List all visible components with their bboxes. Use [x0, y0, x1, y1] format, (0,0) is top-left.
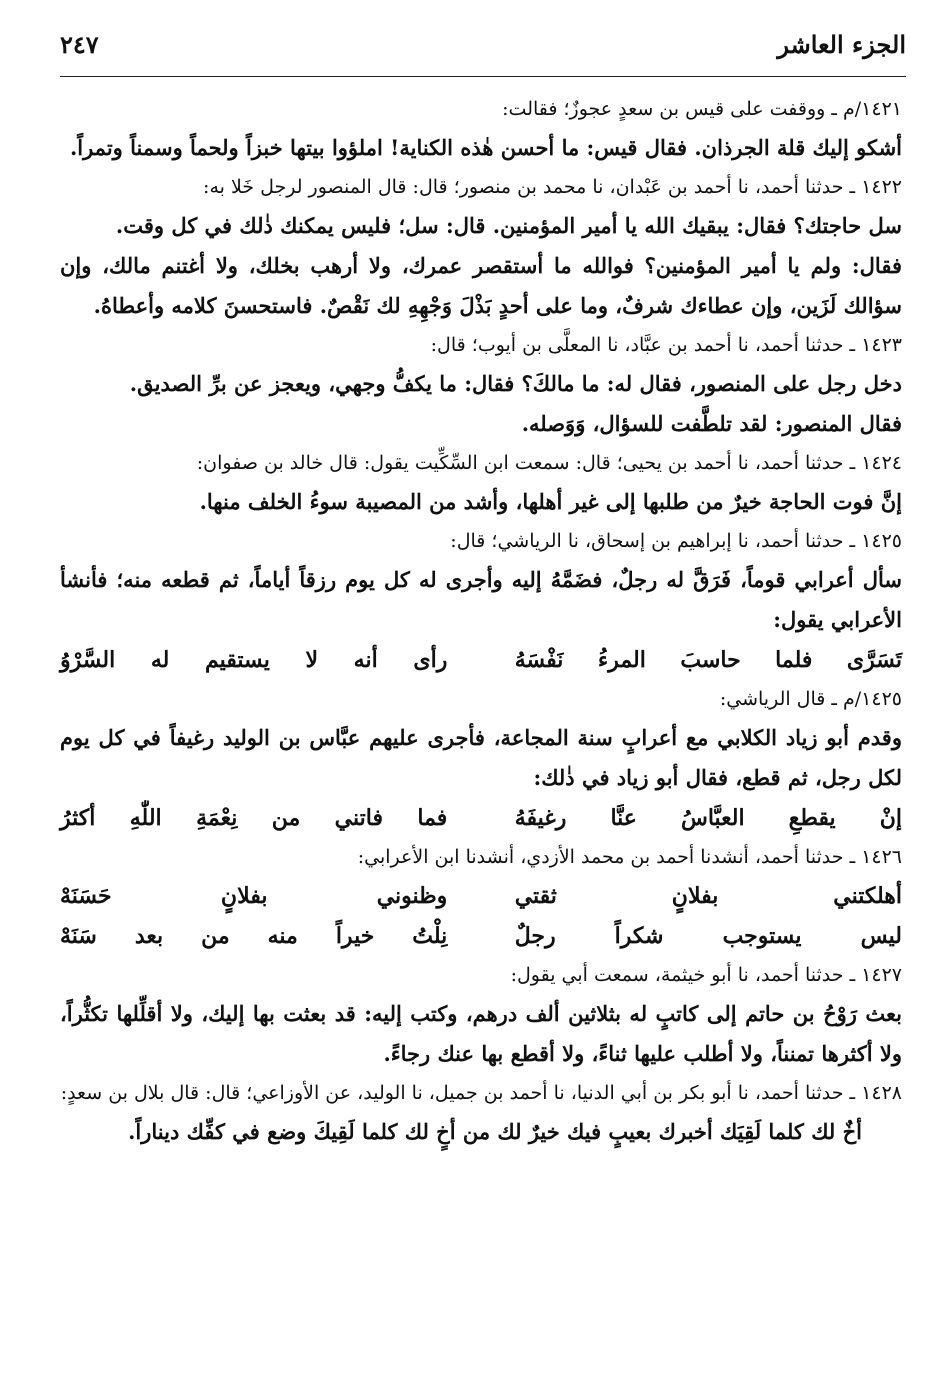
hadith-1428-text: أخٌ لك كلما لَقِيَك أخبرك بعيبٍ فيك خيرٌ لك من أخٍ لك كلما لَقِيكَ وضع في كفِّك ديناراً.	[128, 1119, 862, 1144]
page-text	[60, 90, 902, 1152]
hadith-1423-isnad: ١٤٢٣ ـ حدثنا أحمد، نا أحمد بن عبَّاد، نا المعلَّى بن أيوب؛ قال:	[430, 334, 902, 356]
hadith-1427-text: بعث رَوْحُ بن حاتم إلى كاتبٍ له بثلاثين ألف درهم، وكتب إليه: قد بعثت بها إليك، ولا أقلِّلها تكثُّراً، ولا أكثرها تمنناً، ولا أطلب عليها ثناءً، ولا أقطع بها عنك رجاءً.	[60, 1001, 902, 1066]
header-rule	[60, 76, 906, 77]
hadith-1425-isnad: ١٤٢٥ ـ حدثنا أحمد، نا إبراهيم بن إسحاق، نا الرياشي؛ قال:	[450, 530, 902, 552]
hadith-1422-text: سل حاجتك؟ فقال: يبقيك الله يا أمير المؤمنين. قال: سل؛ فليس يمكنك ذٰلك في كل وقت.	[115, 213, 902, 238]
hadith-1424-isnad: ١٤٢٤ ـ حدثنا أحمد، نا أحمد بن يحيى؛ قال: سمعت ابن السِّكِّيت يقول: قال خالد بن صفوان:	[196, 452, 902, 474]
verse-4-first-hemistich: ليس يستوجب شكراً رجلٌ	[514, 923, 902, 949]
hadith-1428-isnad: ١٤٢٨ ـ حدثنا أحمد، نا أبو بكر بن أبي الدنيا، نا أحمد بن جميل، نا الوليد، عن الأوزاعي؛ قال: قال بلال بن سعدٍ:	[60, 1082, 902, 1104]
hadith-1423-text-continued: فقال المنصور: لقد تلطَّفت للسؤال، وَوَصله.	[521, 411, 902, 436]
hadith-1425-text: سأل أعرابي قوماً، فَرَقَّ له رجلٌ، فضَمَّهُ إليه وأجرى له كل يوم رزقاً أياماً، ثم قطعه منه؛ فأنشأ الأعرابي يقول:	[60, 567, 902, 632]
verse-2-second-hemistich: فما فاتني من نِعْمَةِ اللّٰهِ أكثرُ	[60, 805, 448, 831]
hadith-1421-isnad: ١٤٢١/م ـ ووقفت على قيس بن سعدٍ عجوزٌ؛ فقالت:	[502, 98, 902, 120]
verse-3-second-hemistich: وظنوني بفلانٍ حَسَنَهْ	[60, 883, 448, 909]
hadith-1422-text-continued: فقال: ولم يا أمير المؤمنين؟ فوالله ما أستقصر عمرك، ولا أرهب بخلك، ولا أغتنم مالك، وإن سؤالك لَزَين، وإن عطاءك شرفٌ، وما على أحدٍ بَذْلَ وَجْهِهِ لك نَقْصٌ. فاستحسنَ كلامه وأعطاهُ.	[60, 253, 902, 318]
hadith-1425m-isnad: ١٤٢٥/م ـ قال الرياشي:	[719, 688, 902, 710]
hadith-1424-text: إنَّ فوت الحاجة خيرٌ من طلبها إلى غير أهلها، وأشد من المصيبة سوءُ الخلف منها.	[199, 489, 902, 514]
verse-3-first-hemistich: أهلكتني بفلانٍ ثقتي	[514, 883, 902, 909]
hadith-1422-isnad: ١٤٢٢ ـ حدثنا أحمد، نا أحمد بن عَبْدان، نا محمد بن منصور؛ قال: قال المنصور لرجل خَلا به:	[203, 176, 902, 198]
poem-verse-1	[60, 640, 902, 680]
page-number: ٢٤٧	[60, 29, 99, 59]
hadith-1421-text: أشكو إليك قلة الجرذان. فقال قيس: ما أحسن هٰذه الكناية! املؤوا بيتها خبزاً ولحماً وسمناً وتمراً.	[69, 135, 902, 160]
page-header	[60, 22, 906, 66]
poem-verse-3	[60, 876, 902, 916]
hadith-1425m-text: وقدم أبو زياد الكلابي مع أعرابٍ سنة المجاعة، فأجرى عليهم عبَّاس بن الوليد رغيفاً في كل يوم لكل رجل، ثم قطع، فقال أبو زياد في ذٰلك:	[60, 725, 902, 790]
hadith-1423-text: دخل رجل على المنصور، فقال له: ما مالكَ؟ فقال: ما يكفُّ وجهي، ويعجز عن برِّ الصديق.	[129, 371, 902, 396]
verse-1-first-hemistich: تَسَرَّى فلما حاسبَ المرءُ نَفْسَهُ	[514, 647, 902, 673]
hadith-1427-isnad: ١٤٢٧ ـ حدثنا أحمد، نا أبو خيثمة، سمعت أبي يقول:	[510, 964, 902, 986]
verse-4-second-hemistich: نِلْتُ خيراً منه من بعد سَنَهْ	[60, 923, 448, 949]
part-title: الجزء العاشر	[777, 29, 906, 59]
poem-verse-4	[60, 916, 902, 956]
verse-1-second-hemistich: رأى أنه لا يستقيم له السَّرْوُ	[60, 647, 448, 673]
verse-2-first-hemistich: إنْ يقطعِ العبَّاسُ عنَّا رغيفَهُ	[514, 805, 902, 831]
poem-verse-2	[60, 798, 902, 838]
hadith-1426-isnad: ١٤٢٦ ـ حدثنا أحمد، أنشدنا أحمد بن محمد الأزدي، أنشدنا ابن الأعرابي:	[357, 846, 902, 868]
